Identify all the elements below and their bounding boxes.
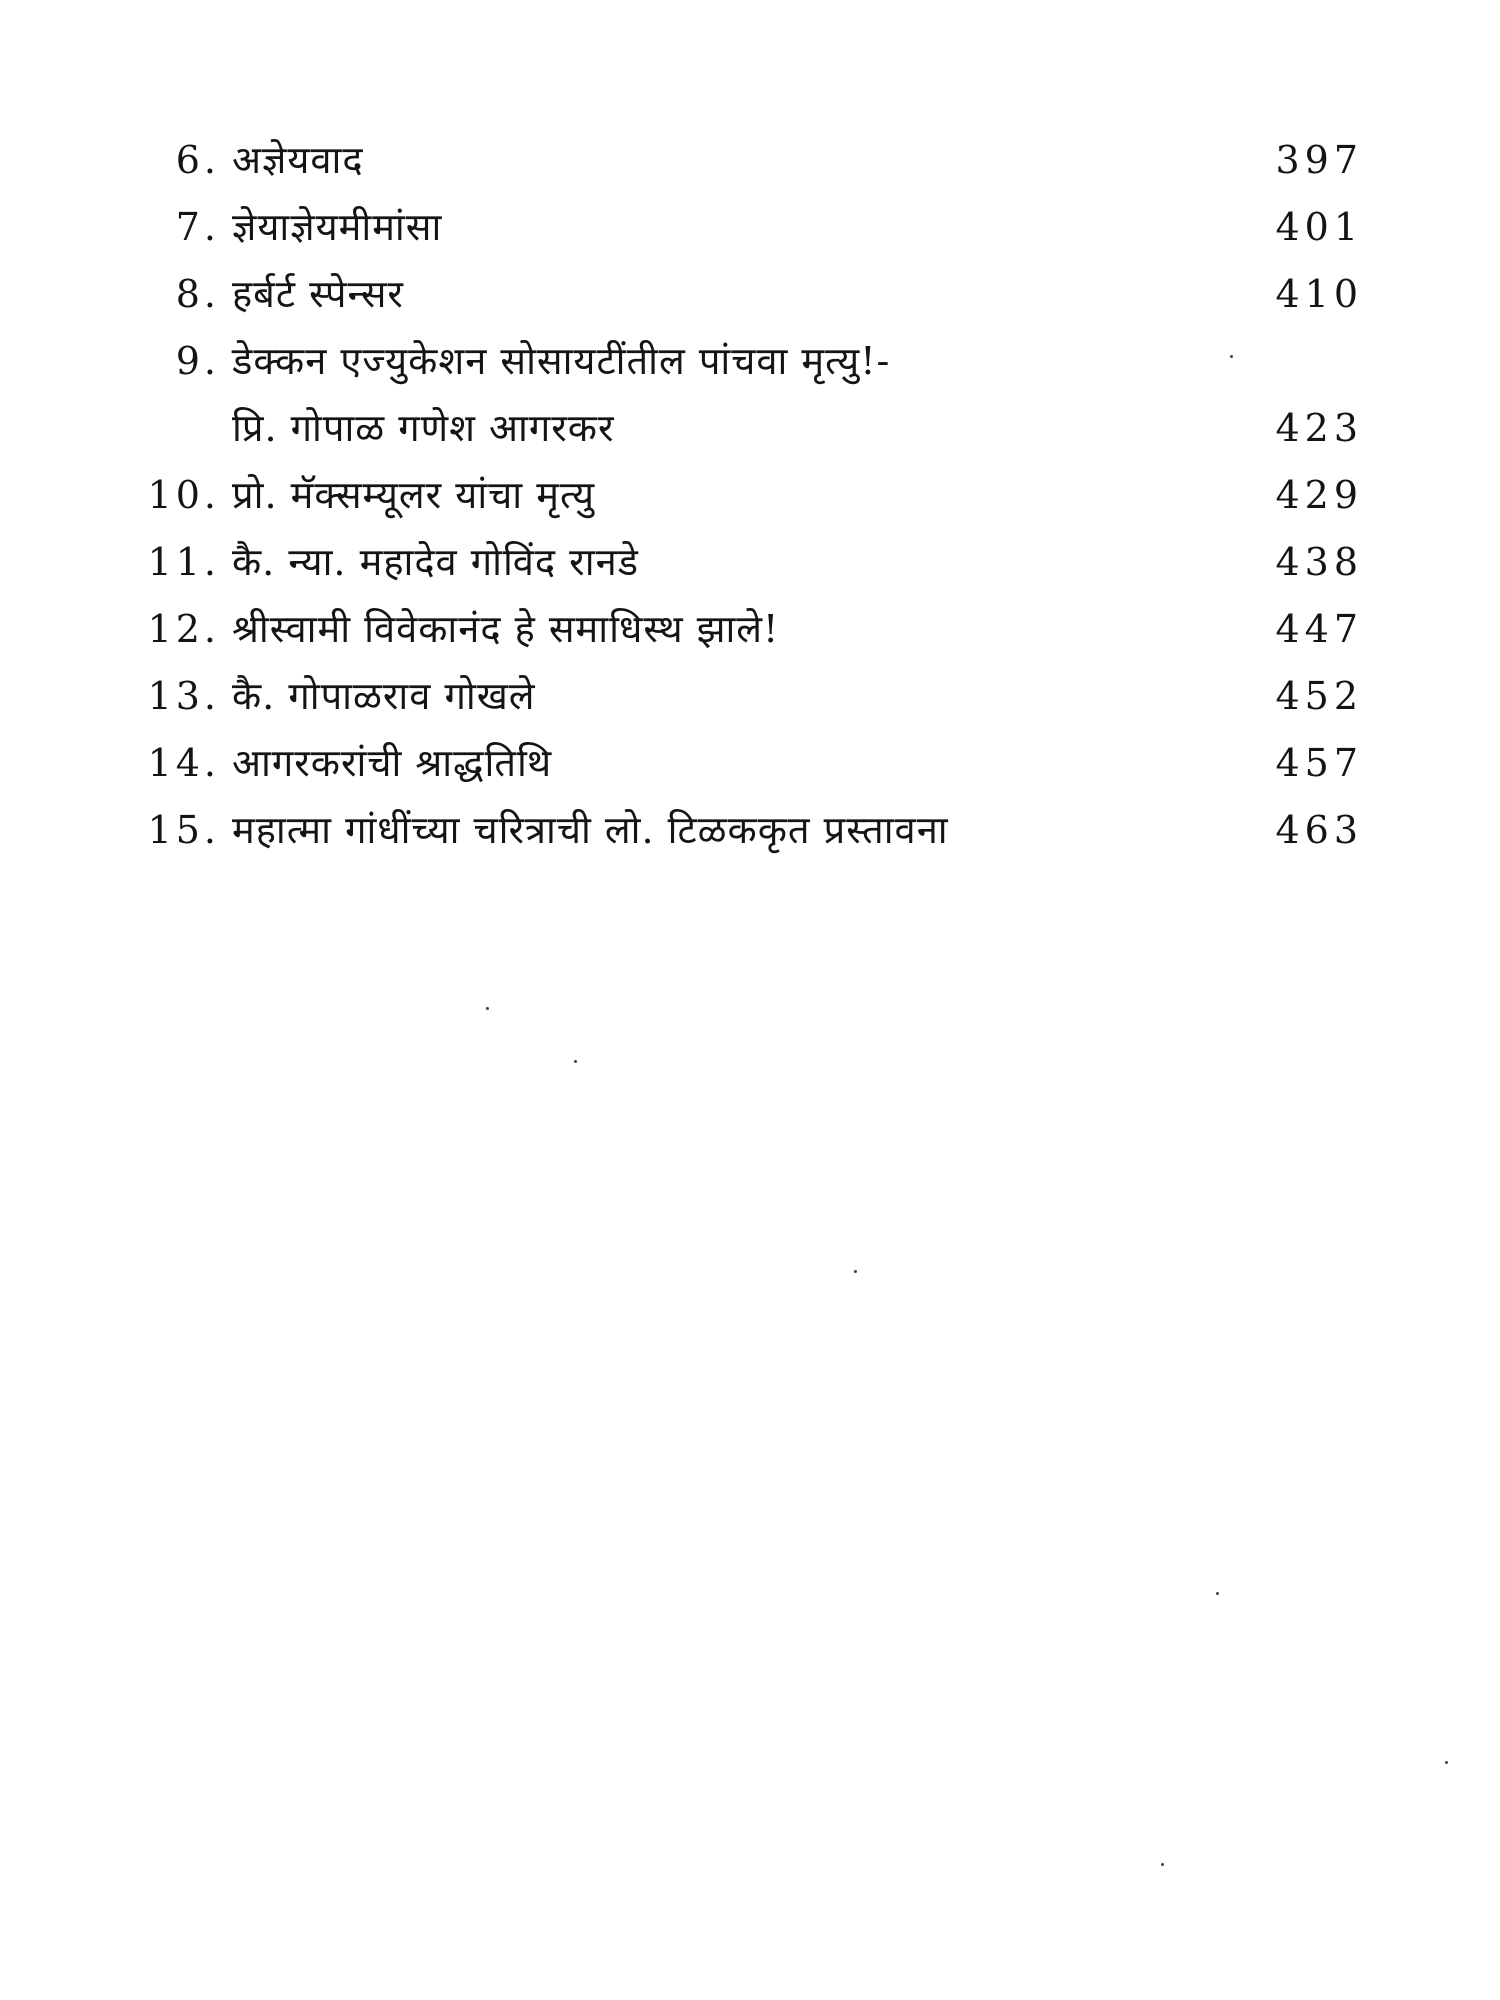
toc-entry-number: 8. — [175, 272, 220, 316]
toc-entry-number: 13. — [147, 674, 220, 718]
toc-entry-title: आगरकरांची श्राद्धतिथि — [232, 741, 553, 785]
toc-entry-number: 11. — [147, 540, 220, 584]
toc-entry-title: कै. गोपाळराव गोखले — [232, 674, 536, 718]
toc-entry-title: श्रीस्वामी विवेकानंद हे समाधिस्थ झाले! — [232, 607, 780, 651]
toc-entry-8 — [0, 260, 1500, 328]
toc-entry-number: 10. — [147, 473, 220, 517]
toc-entry-7 — [0, 193, 1500, 261]
toc-entry-title: प्रो. मॅक्सम्यूलर यांचा मृत्यु — [232, 473, 596, 517]
toc-entry-title: महात्मा गांधींच्या चरित्राची लो. टिळककृत प्रस्तावना — [232, 808, 949, 852]
toc-entry-title: कै. न्या. महादेव गोविंद रानडे — [232, 540, 639, 584]
toc-entry-page: 457 — [1275, 741, 1363, 785]
toc-entry-title-continuation: प्रि. गोपाळ गणेश आगरकर — [232, 406, 615, 450]
toc-entry-title: अज्ञेयवाद — [232, 138, 364, 182]
toc-entry-number: 15. — [147, 808, 220, 852]
scan-speck — [854, 1270, 857, 1273]
toc-entry-12 — [0, 595, 1500, 663]
toc-entry-9-continued — [0, 394, 1500, 462]
scan-speck — [1161, 1863, 1164, 1866]
toc-entry-page: 447 — [1275, 607, 1363, 651]
toc-entry-9 — [0, 327, 1500, 395]
toc-entry-15 — [0, 796, 1500, 864]
toc-entry-page: 410 — [1275, 272, 1363, 316]
toc-entry-10 — [0, 461, 1500, 529]
toc-entry-title: हर्बर्ट स्पेन्सर — [232, 272, 404, 316]
toc-entry-number: 12. — [147, 607, 220, 651]
scan-speck — [1216, 1592, 1219, 1595]
toc-entry-page: 438 — [1275, 540, 1363, 584]
scan-speck — [486, 1007, 489, 1010]
toc-entry-page: 429 — [1275, 473, 1363, 517]
toc-entry-11 — [0, 528, 1500, 596]
toc-entry-number: 7. — [175, 205, 220, 249]
toc-entry-number: 14. — [147, 741, 220, 785]
toc-entry-page: 401 — [1275, 205, 1363, 249]
toc-entry-6 — [0, 126, 1500, 194]
toc-entry-page: 397 — [1275, 138, 1363, 182]
toc-entry-page: 423 — [1275, 406, 1363, 450]
scan-speck — [574, 1060, 577, 1063]
toc-entry-page: 452 — [1275, 674, 1363, 718]
toc-entry-title: ज्ञेयाज्ञेयमीमांसा — [232, 205, 443, 249]
toc-entry-title: डेक्कन एज्युकेशन सोसायटींतील पांचवा मृत्यु!- — [232, 339, 891, 383]
toc-entry-14 — [0, 729, 1500, 797]
scan-speck — [1445, 1761, 1448, 1764]
toc-entry-number: 6. — [175, 138, 220, 182]
toc-entry-13 — [0, 662, 1500, 730]
toc-entry-page: 463 — [1275, 808, 1363, 852]
toc-entry-number: 9. — [175, 339, 220, 383]
scan-speck — [1230, 355, 1233, 358]
